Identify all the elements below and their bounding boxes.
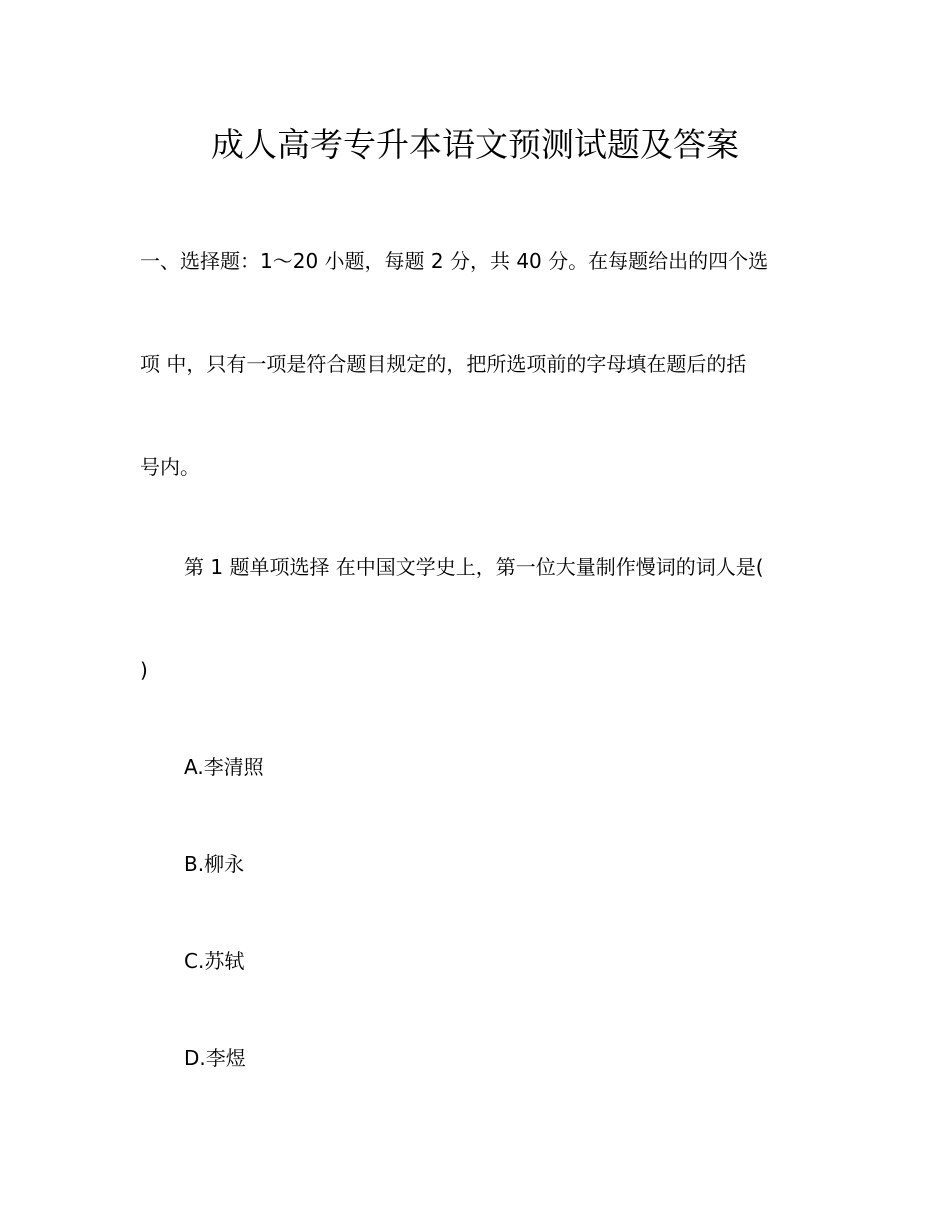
section-heading-line-2: 项 中，只有一项是符合题目规定的，把所选项前的字母填在题后的括	[140, 352, 747, 376]
page-title: 成人高考专升本语文预测试题及答案	[211, 125, 739, 164]
option-b: B.柳永	[184, 852, 245, 876]
option-d: D.李煜	[184, 1046, 246, 1070]
section-heading-line-1: 一、选择题：1～20 小题，每题 2 分，共 40 分。在每题给出的四个选	[140, 249, 769, 273]
option-a: A.李清照	[184, 755, 264, 779]
question-text-line-2: )	[140, 658, 148, 682]
option-c: C.苏轼	[184, 949, 245, 973]
question-text-line-1: 第 1 题单项选择 在中国文学史上，第一位大量制作慢词的词人是(	[184, 555, 764, 579]
section-heading-line-3: 号内。	[140, 455, 200, 479]
